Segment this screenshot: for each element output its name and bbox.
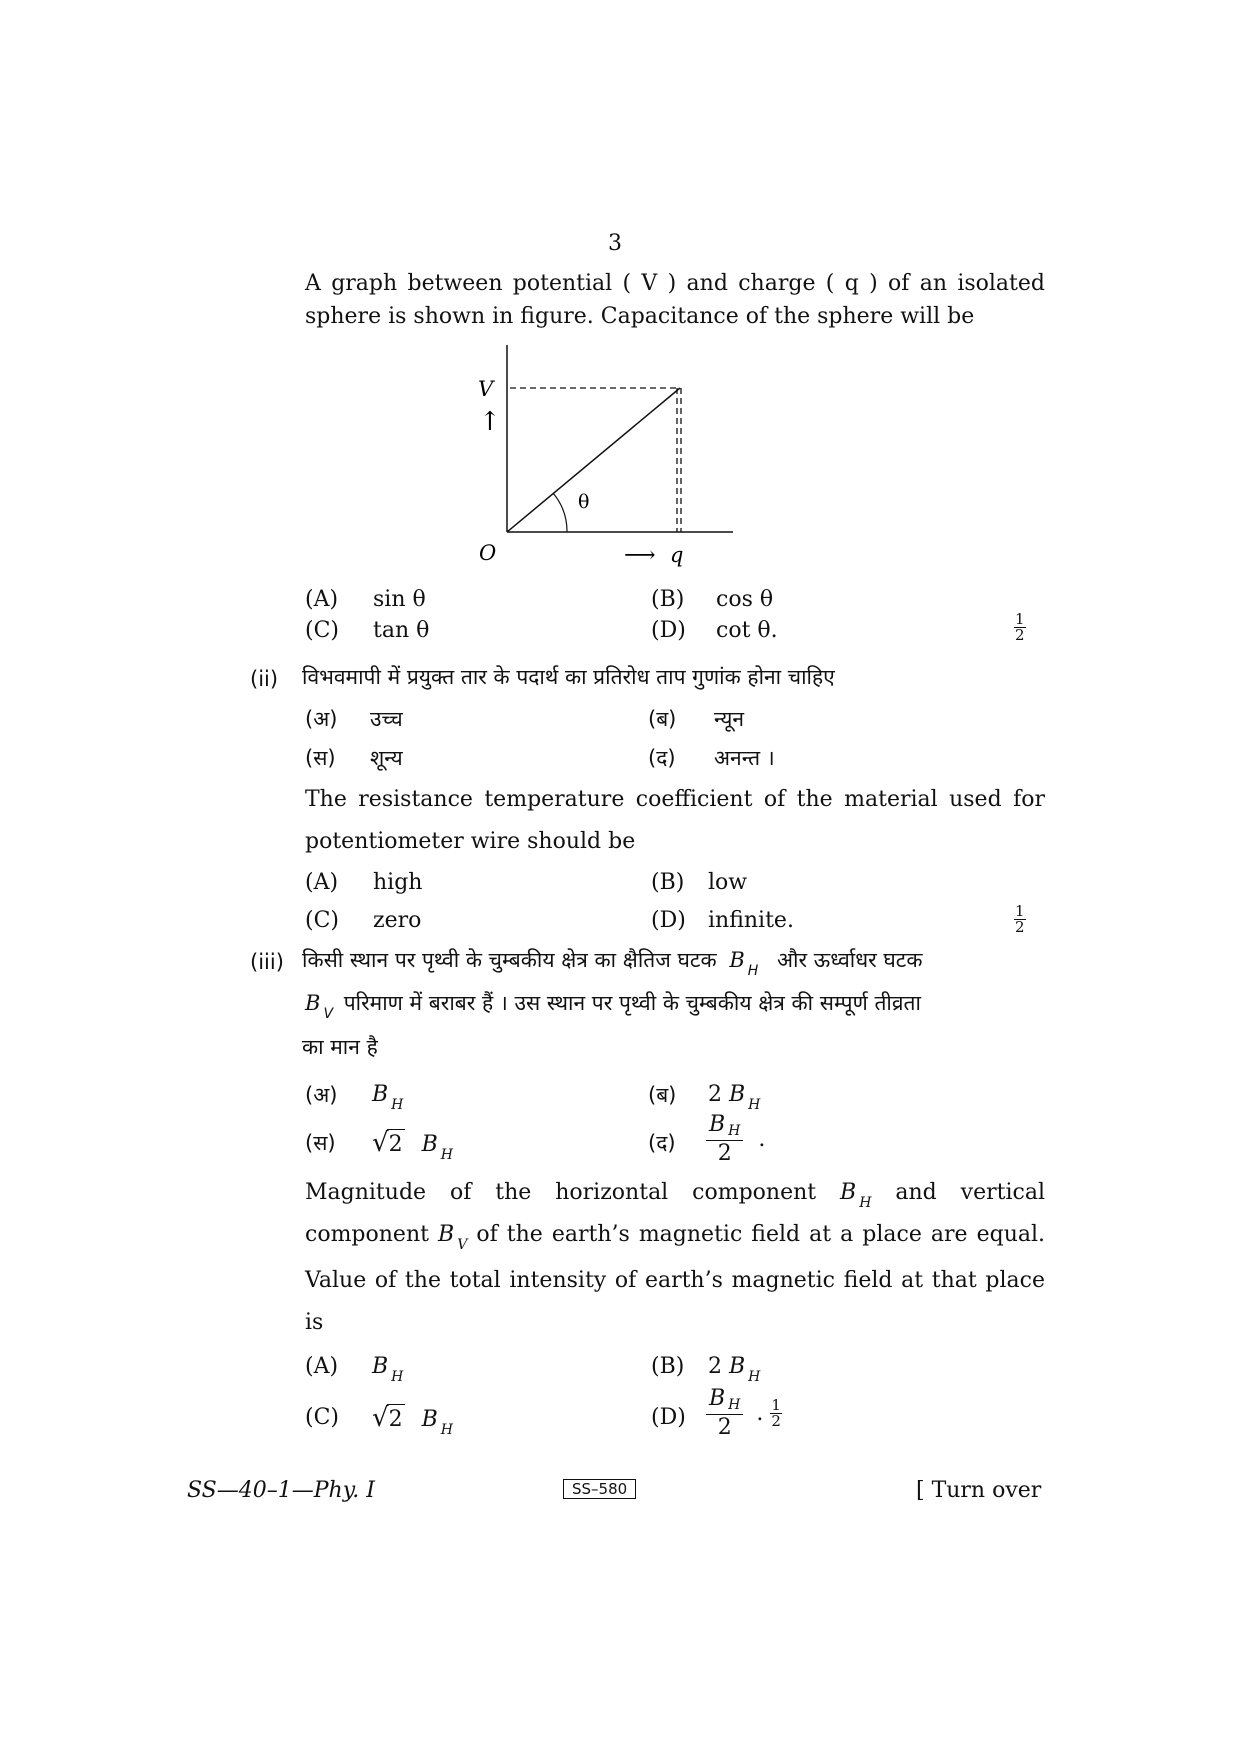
q-arrow-icon: ⟶: [624, 543, 656, 568]
v-axis-label: V: [478, 377, 494, 401]
q3-hindi-option-b-key: (ब): [648, 1083, 677, 1107]
q2-hindi-option-d-key: (द): [648, 746, 676, 770]
q3-hindi-line1: किसी स्थान पर पृथ्वी के चुम्बकीय क्षेत्र का क्षैतिज घटक B $_H$ और ऊर्ध्वाधर घटक: [302, 948, 923, 979]
q1-text-line1: A graph between potential ( V ) and charge ( q ) of an isolated: [305, 271, 1045, 296]
q2-option-d-key: (D): [651, 908, 686, 933]
graph-line: [507, 388, 680, 532]
q2-hindi-option-a-key: (अ): [305, 707, 338, 731]
q1-option-b-text: cos θ: [716, 587, 774, 612]
q1-vq-graph: [470, 340, 750, 570]
origin-label: O: [479, 541, 497, 565]
q2-english-line2: potentiometer wire should be: [305, 829, 636, 854]
q1-option-c-key: (C): [305, 618, 339, 643]
q3-english-line1: Magnitude of the horizontal component B $_H$ and vertical: [305, 1180, 1045, 1211]
q2-hindi-option-c-text: शून्य: [370, 746, 403, 770]
q3-hindi-option-c-key: (स): [305, 1131, 336, 1155]
q2-option-b-key: (B): [651, 870, 685, 895]
q3-hindi-line2: B $_V$ परिमाण में बराबर हैं । उस स्थान पर पृथ्वी के चुम्बकीय क्षेत्र की सम्पूर्ण तीव्रता: [305, 991, 921, 1022]
q3-english-line3: Value of the total intensity of earth’s magnetic field at that place: [305, 1268, 1045, 1293]
q1-marks: $\frac{1}{2}$: [1015, 610, 1025, 644]
q3-option-d-text: $\frac{\text{B H}}{2}$ . $\frac{1}{2}$: [706, 1386, 782, 1441]
q3-hindi-option-a-text: B $_H$: [372, 1082, 404, 1113]
q1-option-a-key: (A): [305, 587, 339, 612]
q2-option-c-key: (C): [305, 908, 339, 933]
q-axis-label: q: [670, 543, 684, 567]
footer-paper-code: SS—40–1—Phy. I: [187, 1478, 375, 1503]
q3-option-c-key: (C): [305, 1405, 339, 1430]
theta-arc: [553, 493, 567, 532]
q2-number: (ii): [250, 667, 279, 691]
q3-hindi-option-a-key: (अ): [305, 1083, 338, 1107]
q3-number: (iii): [250, 950, 284, 974]
q3-option-d-key: (D): [651, 1405, 686, 1430]
q1-option-d-key: (D): [651, 618, 686, 643]
q3-hindi-option-c-text: √2 B $_H$: [372, 1128, 453, 1163]
q3-english-line4: is: [305, 1310, 324, 1335]
footer-turn-over: [ Turn over: [916, 1478, 1042, 1503]
q2-hindi-text: विभवमापी में प्रयुक्त तार के पदार्थ का प्रतिरोध ताप गुणांक होना चाहिए: [302, 665, 835, 689]
q3-hindi-option-d-key: (द): [648, 1131, 676, 1155]
q2-option-b-text: low: [708, 870, 748, 895]
q1-option-b-key: (B): [651, 587, 685, 612]
q2-option-d-text: infinite.: [708, 908, 794, 933]
q3-hindi-option-b-text: 2 B $_H$: [708, 1082, 761, 1113]
q3-option-b-text: 2 B $_H$: [708, 1354, 761, 1385]
theta-label: θ: [578, 491, 590, 513]
q3-hindi-line3: का मान है: [302, 1035, 378, 1059]
q2-option-c-text: zero: [373, 908, 422, 933]
q3-option-a-text: B $_H$: [372, 1354, 404, 1385]
q2-hindi-option-d-text: अनन्त ।: [714, 746, 775, 770]
q3-option-a-key: (A): [305, 1354, 339, 1379]
page-number: 3: [608, 231, 622, 256]
q2-marks: $\frac{1}{2}$: [1015, 902, 1025, 936]
q3-option-c-text: √2 B $_H$: [372, 1403, 453, 1438]
q2-english-line1: The resistance temperature coefficient of the material used for: [305, 787, 1045, 812]
v-arrow-icon: ↑: [479, 407, 501, 437]
q2-option-a-text: high: [373, 870, 423, 895]
q2-hindi-option-b-key: (ब): [648, 707, 677, 731]
q2-option-a-key: (A): [305, 870, 339, 895]
q2-hindi-option-b-text: न्यून: [714, 707, 745, 731]
footer-box-code: SS–580: [563, 1479, 636, 1499]
q1-option-c-text: tan θ: [373, 618, 430, 643]
q2-hindi-option-a-text: उच्च: [370, 707, 403, 731]
q2-hindi-option-c-key: (स): [305, 746, 336, 770]
q3-hindi-option-d-text: $\frac{\text{B H}}{2}$ .: [706, 1112, 765, 1167]
q3-option-b-key: (B): [651, 1354, 685, 1379]
q1-option-d-text: cot θ.: [716, 618, 778, 643]
q1-option-a-text: sin θ: [373, 587, 426, 612]
q1-text-line2: sphere is shown in figure. Capacitance of the sphere will be: [305, 304, 975, 329]
q3-english-line2: component B $_V$ of the earth’s magnetic field at a place are equal.: [305, 1222, 1046, 1253]
q3-marks: $\frac{1}{2}$: [771, 1396, 781, 1430]
